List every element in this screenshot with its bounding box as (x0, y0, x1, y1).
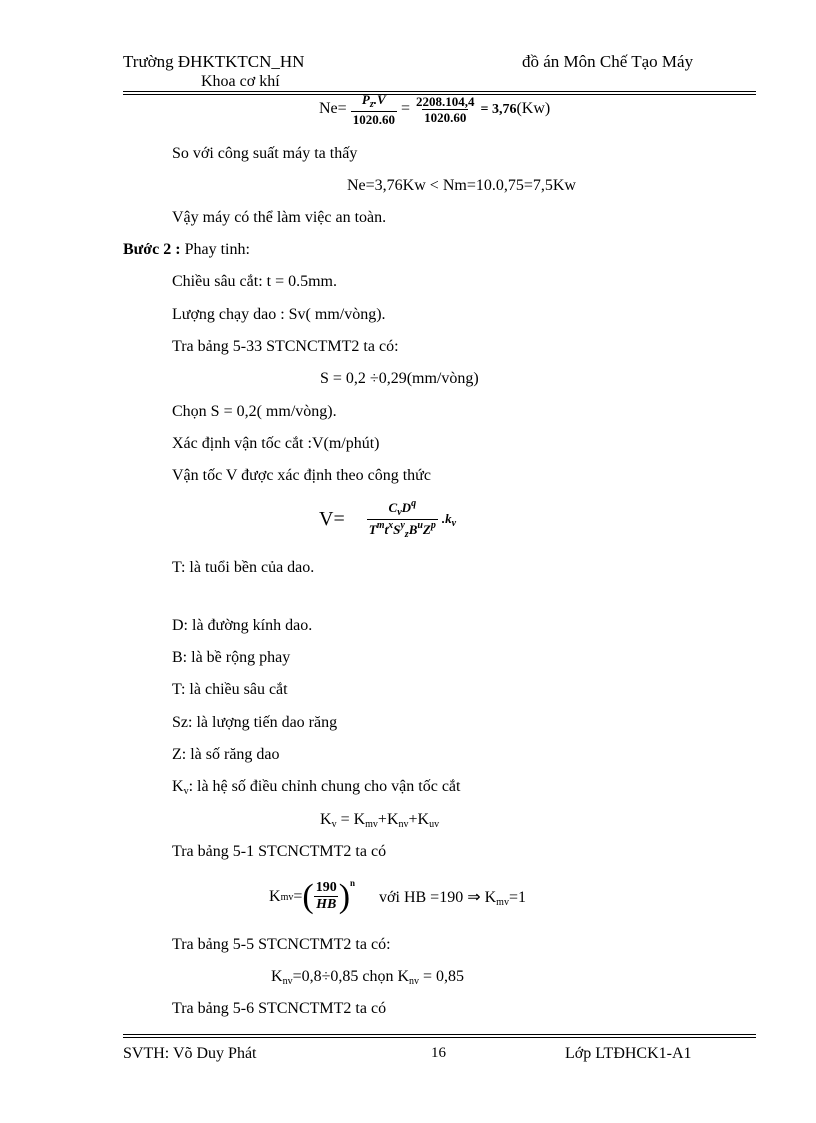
step2-label: Bước 2 : (123, 241, 181, 258)
line-kv-desc: $K_v$: là hệ số điều chỉnh chung cho vận tốc cắt (172, 778, 461, 797)
line-speed-formula-intro: Vận tốc V được xác định theo công thức (172, 467, 431, 484)
v-den-bsup: u (417, 519, 423, 531)
kmv-right-paren: ) (338, 878, 351, 915)
header-school: Trường ĐHKTKTCN_HN (123, 52, 305, 71)
line-table-56: Tra bảng 5-6 STCNCTMT2 ta có (172, 1000, 387, 1017)
formula-v (319, 499, 456, 540)
v-den-t2sup: x (388, 519, 394, 531)
header-faculty: Khoa cơ khí (201, 73, 280, 90)
line-depth: Chiều sâu cắt: t = 0.5mm. (172, 273, 337, 290)
header-rule-top (123, 91, 756, 92)
v-den-b: B (408, 521, 418, 537)
v-lhs: V= (319, 508, 345, 530)
v-tail: $.k_v$ (441, 510, 457, 529)
footer-class: Lớp LTĐHCK1-A1 (565, 1045, 692, 1062)
ne-f1-v: .V (373, 92, 386, 107)
line-tooth-count: Z: là số răng dao (172, 746, 280, 763)
v-num-csub: v (397, 507, 402, 518)
ne-fraction-2 (414, 95, 477, 124)
line-feed: Lượng chạy dao : Sv( mm/vòng). (172, 306, 386, 323)
line-table-51: Tra bảng 5-1 STCNCTMT2 ta có (172, 843, 387, 860)
ne-f1-psub: z (369, 99, 374, 110)
kv-desc-text: : là hệ số điều chỉnh chung cho vận tốc cắt (188, 778, 461, 795)
footer-rule-bottom (123, 1037, 756, 1038)
ne-f1-p: P (361, 92, 370, 107)
ne-fraction-1 (351, 93, 397, 126)
line-step2 (123, 241, 250, 259)
footer-rule-top (123, 1034, 756, 1035)
ne-f2-den: 1020.60 (424, 109, 467, 125)
line-tooth-feed: Sz: là lượng tiến dao răng (172, 714, 338, 731)
line-speed: Xác định vận tốc cắt :V(m/phút) (172, 435, 380, 452)
v-den-t: T (368, 521, 377, 537)
header-project: đồ án Môn Chế Tạo Máy (522, 52, 694, 71)
footer-student: SVTH: Võ Duy Phát (123, 1045, 257, 1062)
line-table-55: Tra bảng 5-5 STCNCTMT2 ta có: (172, 936, 391, 953)
kv-desc-sub: v (183, 786, 189, 797)
v-den-ssup: y (400, 519, 405, 531)
v-tail-sub: v (451, 517, 457, 529)
v-den-z: z (404, 528, 409, 540)
kmv-left-paren: ( (302, 878, 314, 915)
ne-unit: (Kw) (516, 100, 551, 118)
line-compare: So với công suất máy ta thấy (172, 145, 358, 162)
v-den-t2: t (384, 521, 389, 537)
formula-knv: $K_{nv}=0,8\div 0,85$ chọn $K_{nv} = 0,85$ (271, 968, 465, 987)
v-fraction (367, 499, 438, 540)
kmv-fraction: $\frac{190}{HB}$ (315, 880, 337, 912)
v-num-d: D (401, 500, 412, 515)
footer-page-number: 16 (431, 1045, 446, 1061)
line-diameter: D: là đường kính dao. (172, 617, 313, 634)
v-den-zzsup: p (430, 519, 436, 531)
line-tool-life: T: là tuổi bền của dao. (172, 559, 315, 576)
ne-lhs: Ne= (319, 100, 347, 118)
v-den-s: S (393, 521, 401, 537)
line-s-range: S = 0,2 ÷0,29(mm/vòng) (320, 370, 479, 387)
v-den-tsup: m (376, 519, 385, 531)
ne-f1-den: 1020.60 (352, 111, 395, 127)
line-cut-depth: T: là chiều sâu cắt (172, 681, 288, 698)
line-table-533: Tra bảng 5-33 STCNCTMT2 ta có: (172, 338, 399, 355)
v-den-zz: Z (422, 521, 431, 537)
formula-kmv: K mv = ( $\frac{190}{HB}$ ) n với HB =190 ⇒ $K_{mv}=1$ (269, 878, 526, 915)
ne-result: = 3,76 (480, 102, 517, 118)
step2-title: Phay tinh: (180, 241, 250, 258)
line-width: B: là bề rộng phay (172, 649, 291, 666)
line-choose-s: Chọn S = 0,2( mm/vòng). (172, 403, 337, 420)
v-num-dsup: q (411, 498, 417, 509)
kmv-condition: với HB =190 ⇒ $K_{mv}=1$ (379, 888, 526, 908)
formula-ne (319, 93, 550, 126)
v-num-c: C (388, 500, 398, 515)
formula-kv: $K_v = K_{mv}+K_{nv}+K_{uv}$ (320, 811, 440, 830)
line-power-check: Ne=3,76Kw < Nm=10.0,75=7,5Kw (347, 177, 576, 194)
ne-eq: = (400, 100, 410, 118)
kmv-exponent: n (350, 878, 356, 888)
line-safe: Vậy máy có thể làm việc an toàn. (172, 209, 387, 226)
ne-f2-num: 2208.104,4 (415, 93, 475, 109)
